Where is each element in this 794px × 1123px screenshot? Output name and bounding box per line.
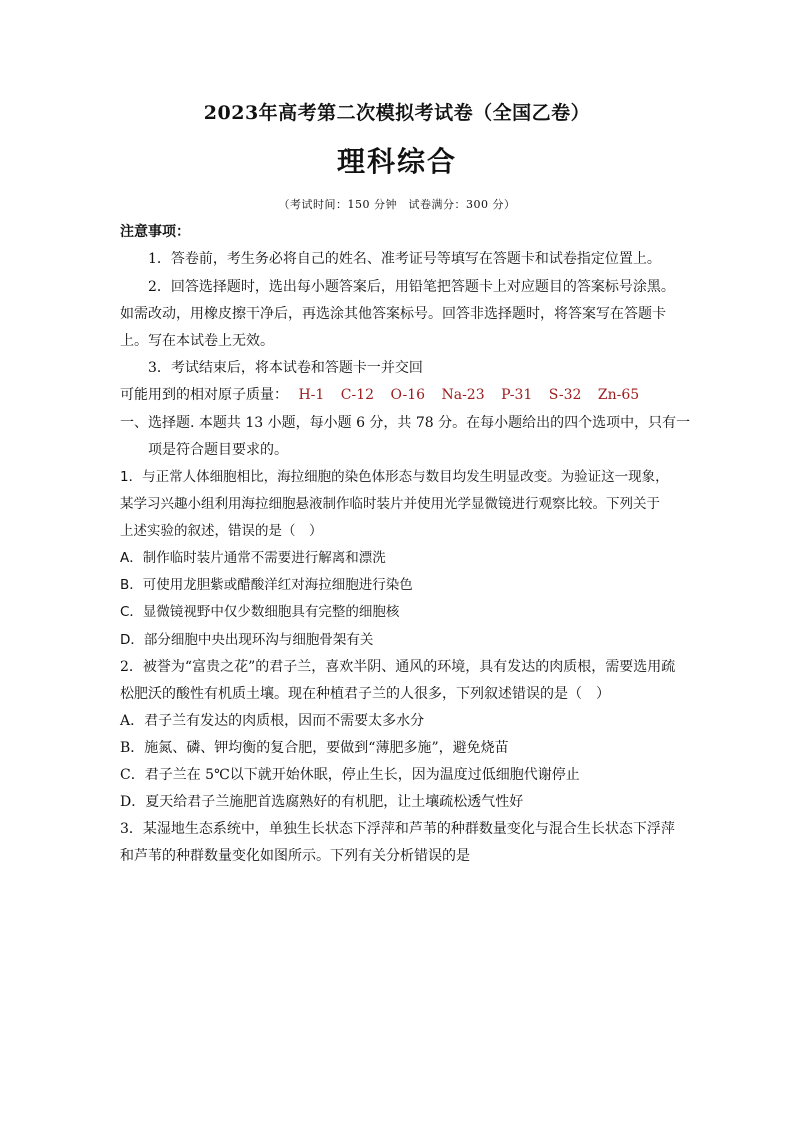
question-2-line-2: 松肥沃的酸性有机质土壤。现在种植君子兰的人很多，下列叙述错误的是（ ） (120, 686, 610, 702)
question-2-line-1: 2．被誉为“富贵之花”的君子兰，喜欢半阴、通风的环境，具有发达的肉质根，需要选用疏 (120, 659, 676, 675)
question-2-option-d: D．夏天给君子兰施肥首选腐熟好的有机肥，让土壤疏松透气性好 (120, 794, 524, 810)
atomic-mass-item: Zn-65 (597, 387, 640, 403)
atomic-masses (120, 387, 680, 403)
atomic-mass-item: H-1 (298, 387, 325, 403)
question-1-option-a: A．制作临时装片通常不需要进行解离和漂洗 (120, 550, 386, 566)
question-1-option-b: B．可使用龙胆紫或醋酸洋红对海拉细胞进行染色 (120, 577, 413, 593)
note-item-2-line-3: 上。写在本试卷上无效。 (120, 333, 274, 349)
question-3-line-1: 3．某湿地生态系统中，单独生长状态下浮萍和芦苇的种群数量变化与混合生长状态下浮萍 (120, 821, 675, 837)
question-2-option-c: C．君子兰在 5℃以下就开始休眠，停止生长，因为温度过低细胞代谢停止 (120, 767, 580, 783)
exam-title: 2023年高考第二次模拟考试卷（全国乙卷） (203, 102, 591, 124)
notes-heading: 注意事项： (120, 224, 190, 240)
question-1-line-3: 上述实验的叙述，错误的是（ ） (120, 523, 323, 539)
note-item-2-line-1: 2．回答选择题时，选出每小题答案后，用铅笔把答题卡上对应题目的答案标号涂黑。 (148, 279, 675, 295)
question-1-line-1: 1．与正常人体细胞相比，海拉细胞的染色体形态与数目均发生明显改变。为验证这一现象， (120, 469, 669, 485)
note-item-2-line-2: 如需改动，用橡皮擦干净后，再选涂其他答案标号。回答非选择题时，将答案写在答题卡 (120, 306, 666, 322)
atomic-mass-item: O-16 (390, 387, 426, 403)
exam-info: （考试时间：150 分钟 试卷满分：300 分） (278, 198, 516, 211)
atomic-mass-item: C-12 (340, 387, 375, 403)
question-1-option-c: C．显微镜视野中仅少数细胞具有完整的细胞核 (120, 604, 400, 620)
question-1-line-2: 某学习兴趣小组利用海拉细胞悬液制作临时装片并使用光学显微镜进行观察比较。下列关于 (120, 496, 660, 512)
atomic-mass-item: Na-23 (441, 387, 485, 403)
section-1-line-2: 项是符合题目要求的。 (148, 442, 288, 458)
atomic-mass-item: S-32 (548, 387, 582, 403)
question-2-option-b: B．施氮、磷、钾均衡的复合肥，要做到“薄肥多施”，避免烧苗 (120, 740, 509, 756)
atomic-masses-label: 可能用到的相对原子质量： (120, 387, 288, 403)
question-1-option-d: D．部分细胞中央出现环沟与细胞骨架有关 (120, 632, 374, 648)
question-3-line-2: 和芦苇的种群数量变化如图所示。下列有关分析错误的是 (120, 848, 470, 864)
subject-title: 理科综合 (336, 145, 457, 178)
section-1-line-1: 一、选择题. 本题共 13 小题，每小题 6 分，共 78 分。在每小题给出的四个选项中，只有一 (120, 415, 691, 431)
atomic-mass-item: P-31 (501, 387, 533, 403)
question-2-option-a: A．君子兰有发达的肉质根，因而不需要太多水分 (120, 713, 425, 729)
note-item-3: 3．考试结束后，将本试卷和答题卡一并交回 (148, 360, 423, 376)
note-item-1: 1．答卷前，考生务必将自己的姓名、准考证号等填写在答题卡和试卷指定位置上。 (148, 251, 661, 267)
